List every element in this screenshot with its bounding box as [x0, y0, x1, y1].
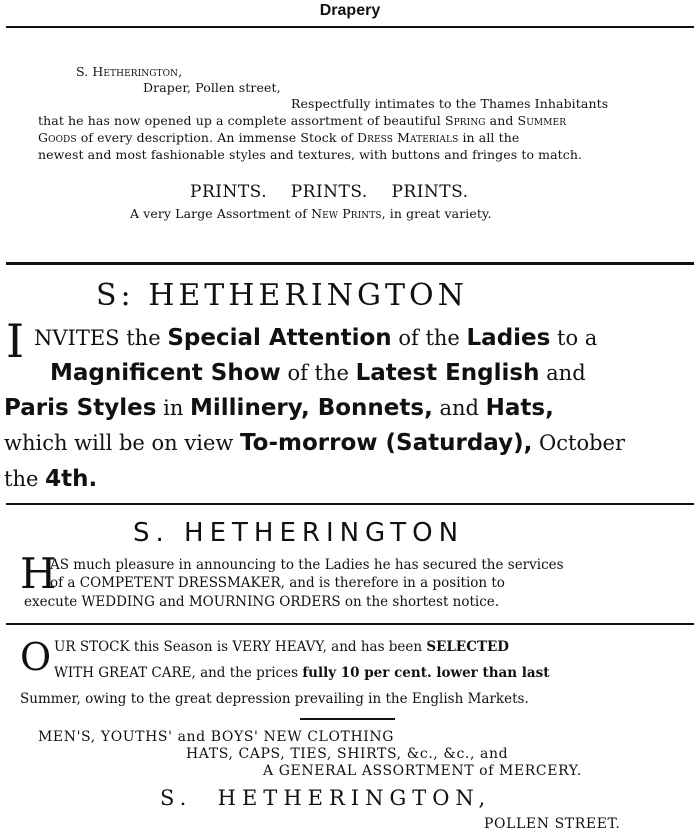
ad2-l4a: which will be on view — [4, 431, 241, 455]
ad1-summer: Summer — [517, 113, 567, 128]
ad2-l1a: NVITES the — [34, 326, 168, 350]
ad1-address: Draper, Pollen street, — [143, 80, 281, 95]
ad2-dropcap: I — [6, 314, 25, 368]
ad2-tomorrow: To-morrow (Saturday), — [240, 430, 533, 456]
ad1-line3-text: of every description. An immense Stock of — [76, 130, 357, 145]
ad2-special-attention: Special Attention — [167, 325, 392, 351]
ad2-line4 — [4, 430, 625, 456]
ad2-magnificent-show: Magnificent Show — [50, 360, 281, 386]
ad2-l3b: in — [156, 396, 191, 420]
prints-heading: PRINTS. PRINTS. PRINTS. — [190, 182, 469, 202]
ad4-hats: HATS, CAPS, TIES, SHIRTS, &c., &c., and — [186, 746, 509, 762]
ad4-line1 — [54, 639, 509, 655]
ad2-l1e: to a — [550, 326, 598, 350]
ad2-l2b: of the — [280, 361, 356, 385]
ad3-name: S. HETHERINGTON — [133, 518, 465, 548]
prints-line-a: A very Large Assortment of — [130, 206, 312, 221]
ad1-goods: Goods — [38, 130, 77, 145]
divider — [6, 503, 694, 505]
ad1-line3 — [38, 130, 519, 145]
ad4-clothing: MEN'S, YOUTHS' and BOYS' NEW CLOTHING — [38, 729, 395, 745]
ad4-l1a: UR STOCK this Season is VERY HEAVY, and has been — [54, 639, 427, 655]
ad2-paris-styles: Paris Styles — [4, 395, 157, 421]
ad4-dropcap: O — [20, 635, 52, 679]
ad2-l4c: October — [532, 431, 626, 455]
ad4-line3: Summer, owing to the great depression prevailing in the English Markets. — [20, 691, 529, 707]
ad1-dress-materials: Dress Materials — [357, 130, 459, 145]
ad2-latest-english: Latest English — [355, 360, 540, 386]
ad3-line2: of a COMPETENT DRESSMAKER, and is therefore in a position to — [50, 575, 505, 591]
ad1-line3-end: in all the — [458, 130, 520, 145]
prints-line — [130, 206, 492, 221]
divider — [6, 623, 694, 625]
ad4-mercery: A GENERAL ASSORTMENT of MERCERY. — [263, 763, 582, 779]
ad4-selected: SELECTED — [426, 639, 509, 655]
ad1-line2 — [38, 113, 566, 128]
ad2-line3 — [4, 395, 554, 421]
ad1-spring: Spring — [444, 113, 486, 128]
prints-new-prints: New Prints — [311, 206, 382, 221]
ad4-l2a: WITH GREAT CARE, and the prices — [54, 665, 303, 681]
ad2-l3d: and — [432, 396, 486, 420]
ad4-name: S. HETHERINGTON, — [160, 786, 492, 810]
prints-line-c: , in great variety. — [381, 206, 492, 221]
ad1-name: S. Hetherington, — [76, 64, 183, 79]
ad3-dropcap: H — [20, 549, 57, 598]
ad1-line1: Respectfully intimates to the Thames Inhabitants — [291, 96, 609, 111]
ad2-line1 — [34, 325, 597, 351]
ad2-line5 — [4, 466, 97, 492]
ad4-street: POLLEN STREET. — [484, 816, 621, 832]
ad4-lower-prices: fully 10 per cent. lower than last — [302, 665, 550, 681]
ad2-date: 4th. — [45, 466, 98, 492]
ad1-line4: newest and most fashionable styles and textures, with buttons and fringes to match. — [38, 147, 583, 162]
ad2-hats: Hats, — [485, 395, 554, 421]
section-title: Drapery — [319, 2, 381, 19]
ad1-and: and — [485, 113, 518, 128]
ad4-line2 — [54, 665, 550, 681]
divider-thick — [6, 262, 694, 265]
ad3-line3: execute WEDDING and MOURNING ORDERS on the shortest notice. — [24, 594, 500, 610]
ad2-ladies: Ladies — [466, 325, 551, 351]
divider — [6, 26, 694, 28]
ad2-l2d: and — [539, 361, 586, 385]
ad2-millinery: Millinery, Bonnets, — [190, 395, 433, 421]
ad3-line1: AS much pleasure in announcing to the Ladies he has secured the services — [50, 557, 564, 573]
short-divider — [300, 718, 395, 720]
ad2-line2 — [50, 360, 586, 386]
ad2-l1c: of the — [391, 326, 467, 350]
ad1-line2-text: that he has now opened up a complete assortment of beautiful — [38, 113, 445, 128]
ad2-name: S: HETHERINGTON — [96, 278, 468, 313]
ad2-l5a: the — [4, 467, 46, 491]
